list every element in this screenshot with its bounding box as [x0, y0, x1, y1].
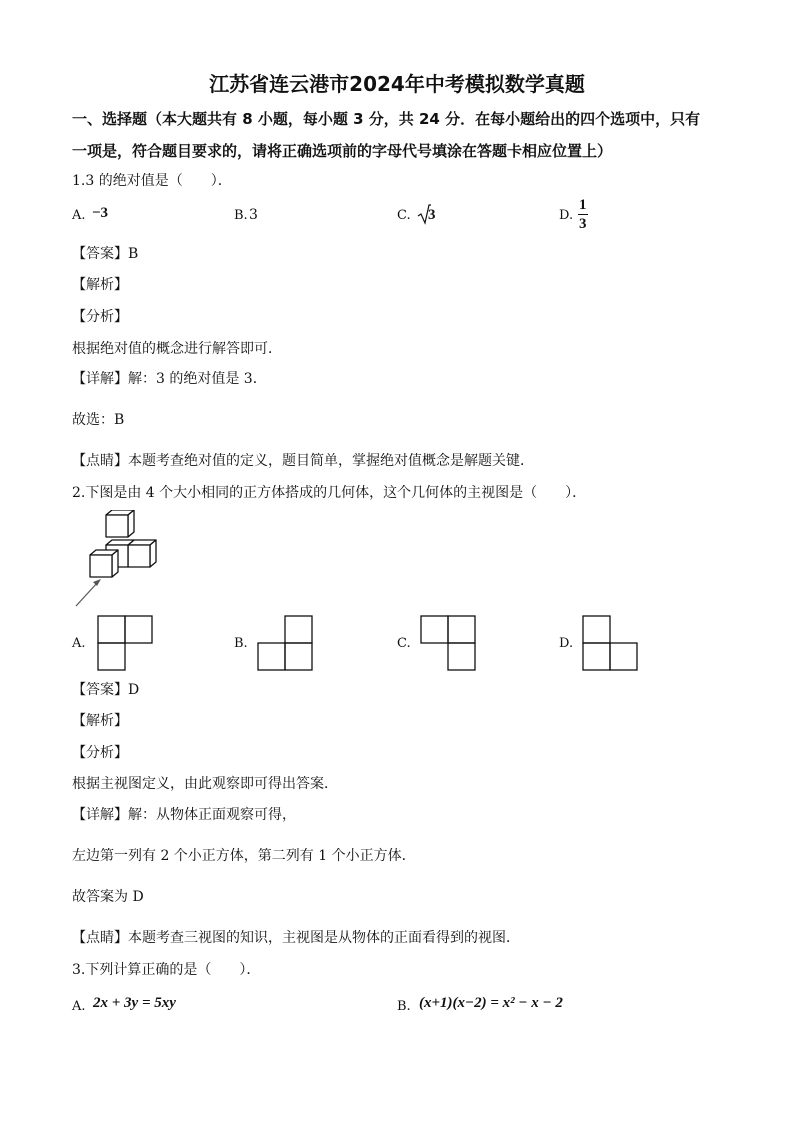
q3-stem: 3.下列计算正确的是（ ）．	[72, 962, 261, 978]
q2-answer: 【答案】D	[72, 682, 140, 698]
q2-option-a-view	[97, 615, 155, 673]
q2-option-d-view	[582, 615, 640, 673]
q1-jiexi: 【解析】	[72, 277, 128, 293]
q2-option-c-label: C.	[397, 636, 411, 651]
q1-option-b-value: 3	[249, 207, 258, 223]
cube-stack-figure	[70, 510, 170, 610]
q1-option-a-value: −3	[92, 205, 109, 221]
q3-option-b-value: (x+1)(x−2) = x² − x − 2	[419, 995, 563, 1011]
q2-option-d-label: D.	[559, 636, 574, 651]
q1-option-d-fraction	[578, 198, 588, 232]
page-title: 江苏省连云港市2024年中考模拟数学真题	[209, 72, 585, 96]
q1-option-b-label: B.	[234, 208, 248, 223]
q1-option-d-label: D.	[559, 208, 574, 223]
q2-detail-2: 左边第一列有 2 个小正方体，第二列有 1 个小正方体．	[72, 848, 416, 864]
q1-option-c-value: 3	[428, 207, 436, 223]
q2-option-c-view	[420, 615, 478, 673]
q3-option-a-value: 2x + 3y = 5xy	[93, 995, 176, 1011]
q2-fenxi: 【分析】	[72, 745, 128, 761]
q3-option-b-label: B.	[397, 999, 411, 1014]
q2-option-b-label: B.	[234, 636, 248, 651]
q2-option-a-label: A.	[72, 636, 86, 651]
q1-stem: 1.3 的绝对值是（ ）．	[72, 173, 232, 189]
fraction-numerator: 1	[579, 197, 587, 213]
q1-fenxi: 【分析】	[72, 309, 128, 325]
fraction-denominator: 3	[579, 216, 587, 232]
q2-fenxi-text: 根据主视图定义，由此观察即可得出答案．	[72, 776, 338, 792]
q2-option-b-view	[257, 615, 315, 673]
q3-option-a-label: A.	[72, 999, 86, 1014]
q1-choose: 故选：B	[72, 412, 125, 428]
q2-choose: 故答案为 D	[72, 889, 144, 905]
q1-option-c-label: C.	[397, 208, 411, 223]
q1-fenxi-text: 根据绝对值的概念进行解答即可．	[72, 341, 282, 357]
section-heading-line-1: 一、选择题（本大题共有 8 小题，每小题 3 分，共 24 分．在每小题给出的四个选项中，只有	[72, 110, 701, 128]
q2-detail: 【详解】解：从物体正面观察可得，	[72, 807, 296, 823]
q2-stem: 2.下图是由 4 个大小相同的正方体搭成的几何体，这个几何体的主视图是（ ）．	[72, 485, 587, 501]
q1-option-a-label: A.	[72, 208, 86, 223]
q2-comment: 【点睛】本题考查三视图的知识，主视图是从物体的正面看得到的视图．	[72, 930, 520, 946]
section-heading-line-2: 一项是，符合题目要求的，请将正确选项前的字母代号填涂在答题卡相应位置上）	[72, 142, 613, 160]
q1-answer: 【答案】B	[72, 246, 139, 262]
q2-jiexi: 【解析】	[72, 713, 128, 729]
q1-detail: 【详解】解：3 的绝对值是 3．	[72, 371, 267, 387]
q1-comment: 【点睛】本题考查绝对值的定义，题目简单，掌握绝对值概念是解题关键．	[72, 453, 534, 469]
